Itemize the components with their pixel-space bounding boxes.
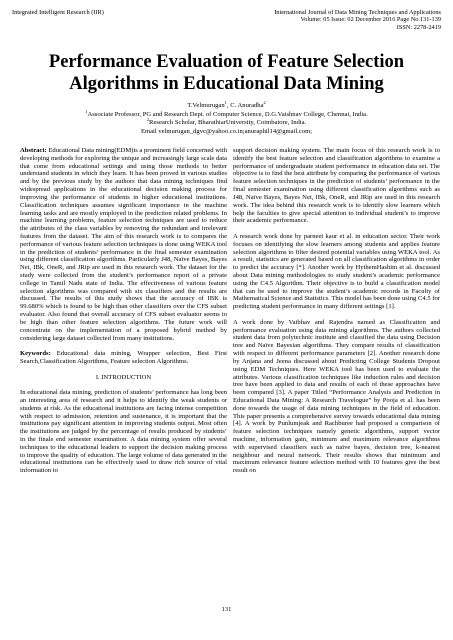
right-paragraph-1: support decision making system. The main focus of this research work is to identify the best feature selection and classification algorithms to examine a performance of undergraduate student performance in education data set. The objective is to find the best attribute by comparing the performance of various feature selection techniques in the prediction of students’ performance in the final semester examination using different classification algorithms such as J48, Naïve Bayes, Bayes Net, IBk, OneR, and JRip are used in this research work. The idea behind this research work is to identify slow learners which help the faculties to give special attention to individual student’s to improve their academic performance.: [233, 147, 440, 225]
journal-issn: ISSN: 2278-2419: [396, 23, 441, 31]
right-column: [233, 147, 440, 475]
affiliation-2: $^2$Research Scholar, BharathiarUniversity, Coimbatore, India.: [146, 117, 307, 127]
left-column: [20, 147, 227, 475]
title-line-2: Algorithms in Educational Data Mining: [69, 74, 384, 94]
introduction-paragraph: In educational data mining, prediction of students’ performance has long been an interesting area of research and it helps to identify the weak students or students at risk. As the educational institutions are facing intense competition with respect to admission, retention and sustenance, it is important that the institutions pay significant attention in improving students output. Most often the institutions are judged by the percentage of results produced by students’ in the finale end semester examination. A data mining system offer several techniques to the educational leaders to support the decision making process to improve the quality of education. The large volume of data generated in the educational institutions can be effectively used to draw rich source of vital information to: [20, 389, 227, 475]
affiliation-1: $^1$Associate Professor, PG and Research Dept. of Computer Science, D.G.Vaishnav College, Chennai, India.: [85, 108, 368, 118]
paper-title: [20, 51, 433, 95]
page-number: 131: [221, 606, 232, 613]
journal-publisher: Integrated Intelligent Research (IIR): [12, 9, 104, 16]
abstract-body: Educational Data mining(EDM)is a prominent field concerned with developing methods for exploring the unique and increasingly large scale data that come from educational settings and using those methods to better understand students in which they learn. It has been proved in various studies and by the previous study by the authors that data mining techniques find widespread applications in the educational decision making process for improving the performance of students in higher educational institutions. Classification techniques assumes significant importance in the machine learning tasks and are mostly employed in the prediction related problems. In machine learning problems, feature selection techniques are used to reduce the attributes of the class variables by removing the redundant and irrelevant features from the dataset. The aim of this research work is to compares the performance of various feature selection techniques is done using WEKA tool in the prediction of students’ performance in the final semester examination using different classification algorithms. Particularly J48, Naïve Bayes, Bayes Net, IBk, OneR, and JRip are used in this research work. The dataset for the study were collected from the student’s performance report of a private college in Tamil Nadu state of India. The effectiveness of various feature selection algorithms was compared with six classifiers and the results are discussed. The results of this study shows that the accuracy of IBK is 99.680% which is found to be high than other classifiers over the CFS subset evaluator. Also found that overall accuracy of CFS subset evaluator seems to be high than other feature selection algorithms. The future work will concentrate on the implementation of a proposed hybrid method by considering large dataset collected from many institutions.: [20, 147, 227, 342]
journal-name: International Journal of Data Mining Techniques and Applications: [274, 9, 441, 16]
author-email: Email velmurugan_dgvc@yahoo.co.in;anuraphil14@gmail.com;: [140, 127, 313, 135]
journal-volume: Volume: 05 Issue: 02 December 2016 Page No.131-139: [300, 16, 441, 24]
keywords-label: Keywords:: [20, 350, 51, 358]
keywords-body: Educational data mining, Wrapper selection, Best First Search,Classification Algorithms, Feature selection Algorithms.: [20, 350, 227, 365]
abstract-label: Abstract:: [20, 147, 47, 154]
title-line-1: Performance Evaluation of Feature Selection: [48, 52, 405, 72]
right-paragraph-2: A research work done by parneet kaur et al. in education sector. Their work focuses on identifying the slow learners among students and applies feature selection algorithms to filter desired potential variables using WEKA tool. As a result, statistics are generated based on all classification algorithms in order to predict the accuracy [*]. Another work by HythemHashim et al. discussed about Data mining methodologies to study student’s academic performance using the C4.5 Algorithm. Their objective is to build a classification model that can be used to improve the student’s academic records in Faculty of Mathematical Science and Statistics. This model has been done using C4.5 for predicting student performance in many different settings [1].: [233, 232, 440, 311]
section-heading-introduction: I. INTRODUCTION: [95, 373, 152, 381]
journal-info: [225, 9, 441, 31]
author-block: [20, 99, 433, 136]
author-names: T.Velmurugan$^1$, C. Anuradha$^2$: [187, 99, 266, 109]
right-paragraph-3: A work done by Vaibhav and Rajendra named as Classification and performance evaluation using data mining algorithms. The authors collected student data from polytechnic institute and classified the data using Decision tree and Naïve Bayesian algorithms. They compare results of classification with respect to different performance parameters [2]. Another research done by Anjana and Jeena discussed about Predicting College Students Dropout using EDM Techniques. Here WEKA tool has been used to evaluate the attributes. Various classification techniques like induction rules and decision tree have been applied to data and results of each of these approaches have been compared [3]. A paper Titled “Performance Analysis and Prediction in Educational Data Mining: A Research Travelogue” by Pooja et al. has been done towards the usage of data mining techniques in the field of education. This paper presents a comprehensive survey towards educational data mining [4]. A work by Punlumjeak and Rachburee had proposed a comparison of feature selection techniques namely genetic algorithms, support vector machine, information gain, minimum and maximum relevance algorithms with supervised classifiers such as naïve bayes, decision tree, k-nearest neighbour and neural network. Their results shows that minimum and maximum relevance feature selection method with 10 features give the best result on: [233, 318, 440, 475]
abstract: [20, 147, 227, 342]
keywords: [20, 350, 227, 366]
